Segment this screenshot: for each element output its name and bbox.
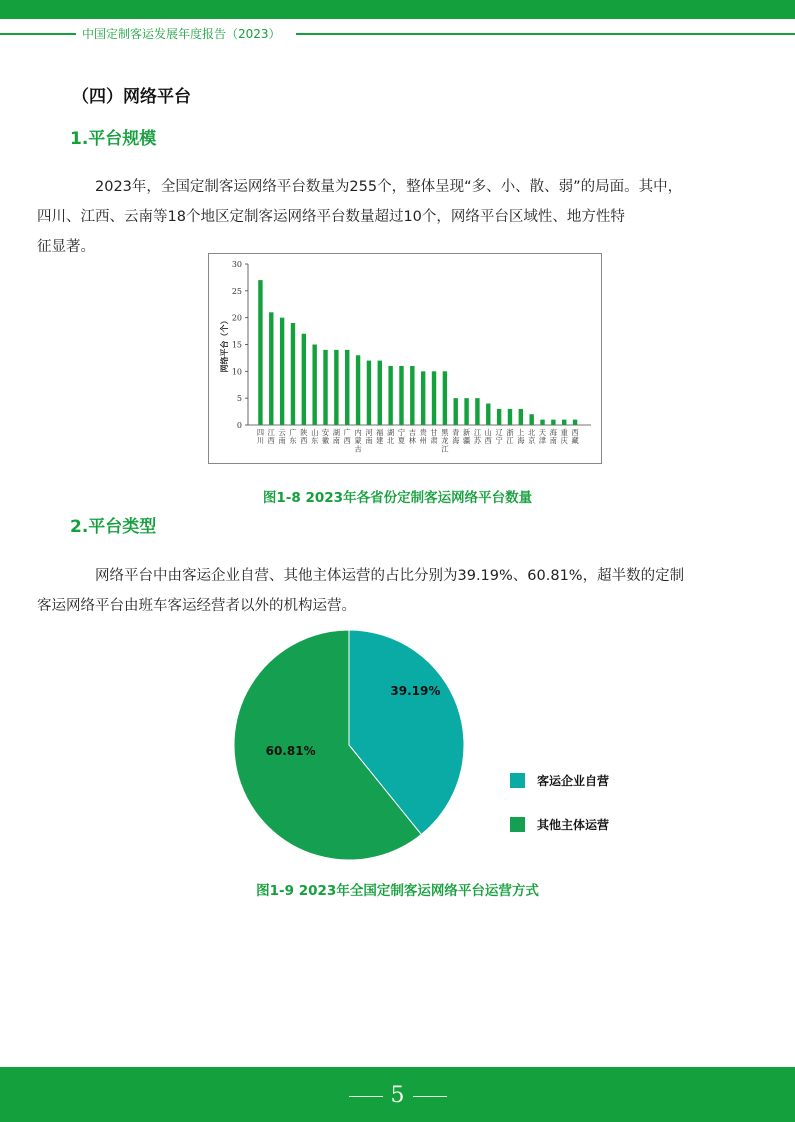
x-tick-label: 辽宁	[495, 428, 503, 446]
legend-swatch-green	[510, 817, 525, 832]
x-tick-label: 青海	[452, 428, 460, 446]
subsection-heading-scale: 1.平台规模	[70, 129, 157, 149]
x-tick-label: 贵州	[419, 428, 427, 446]
bar-云南	[280, 318, 284, 425]
bar-安徽	[323, 350, 327, 425]
x-tick-label: 湖北	[387, 428, 395, 446]
x-tick-label: 黑龙江	[441, 428, 449, 454]
page-number: 5	[390, 1083, 405, 1108]
header-rule-left	[0, 33, 76, 35]
para-line: 客运网络平台由班车客运经营者以外的机构运营。	[37, 598, 356, 614]
para-line: 征显著。	[37, 239, 95, 255]
bar-宁夏	[399, 366, 403, 425]
x-tick-label: 宁夏	[397, 428, 406, 446]
x-tick-label: 陕西	[300, 428, 308, 446]
x-tick-label: 海南	[549, 428, 557, 446]
pie-chart	[232, 628, 466, 862]
subsection-heading-type: 2.平台类型	[70, 517, 157, 537]
pie-slice-label: 60.81%	[265, 743, 316, 758]
bar-陕西	[302, 334, 306, 425]
x-tick-label: 浙江	[506, 428, 514, 446]
x-tick-label: 上海	[517, 428, 525, 446]
x-tick-label: 北京	[528, 428, 536, 446]
top-green-bar	[0, 0, 795, 19]
x-tick-label: 吉林	[408, 428, 416, 446]
x-tick-label: 甘肃	[430, 428, 438, 446]
y-tick-label: 10	[231, 367, 242, 377]
bar-chart-frame	[208, 253, 602, 464]
x-tick-label: 新疆	[462, 428, 471, 446]
para-line: 网络平台中由客运企业自营、其他主体运营的占比分别为39.19%、60.81%，超半数的定制	[95, 568, 685, 584]
bar-福建	[378, 361, 382, 425]
x-tick-label: 内蒙古	[354, 428, 362, 454]
legend-item-other-operators	[510, 816, 609, 833]
y-tick-label: 25	[231, 286, 242, 296]
figure-caption-1-8: 图1-8 2023年各省份定制客运网络平台数量	[262, 490, 533, 506]
x-tick-label: 天津	[538, 428, 547, 446]
bar-江西	[269, 312, 273, 425]
bar-贵州	[421, 371, 425, 425]
legend-item-self-operated	[510, 772, 609, 789]
legend-label: 客运企业自营	[537, 774, 610, 788]
paragraph-platform-scale	[37, 172, 736, 262]
bar-内蒙古	[356, 355, 360, 425]
y-tick-label: 20	[231, 313, 242, 323]
x-tick-label: 广东	[289, 428, 297, 446]
bar-广西	[345, 350, 349, 425]
bar-山东	[312, 345, 316, 426]
bar-湖南	[334, 350, 338, 425]
page-number-block	[0, 1083, 795, 1109]
x-tick-label: 重庆	[560, 428, 568, 446]
bar-山西	[486, 404, 490, 425]
bar-重庆	[562, 420, 566, 425]
bar-北京	[529, 414, 533, 425]
section-heading: （四）网络平台	[72, 87, 191, 107]
paragraph-platform-type	[37, 561, 736, 621]
bar-河南	[367, 361, 371, 425]
pie-slice-label: 39.19%	[390, 684, 441, 699]
x-tick-label: 山西	[484, 428, 492, 446]
bar-新疆	[464, 398, 468, 425]
bar-青海	[454, 398, 458, 425]
para-line: 2023年，全国定制客运网络平台数量为255个，整体呈现“多、小、散、弱”的局面。其中，	[95, 179, 683, 195]
x-tick-label: 福建	[376, 428, 384, 446]
x-tick-label: 湖南	[332, 428, 340, 446]
pie-chart-wrap	[232, 628, 466, 866]
y-tick-label: 0	[236, 421, 242, 430]
bar-天津	[540, 420, 544, 425]
page-number-rule-left	[349, 1096, 383, 1097]
y-tick-label: 15	[231, 340, 242, 350]
page-number-rule-right	[413, 1096, 447, 1097]
bar-海南	[551, 420, 555, 425]
x-tick-label: 四川	[256, 428, 265, 446]
y-tick-label: 30	[231, 260, 242, 269]
legend-swatch-teal	[510, 773, 525, 788]
bar-吉林	[410, 366, 414, 425]
bar-四川	[258, 280, 262, 425]
x-tick-label: 安徽	[321, 428, 330, 446]
bar-广东	[291, 323, 295, 425]
x-tick-label: 江西	[267, 428, 275, 446]
bar-西藏	[573, 420, 577, 425]
x-tick-label: 广西	[343, 428, 351, 446]
y-tick-label: 5	[236, 394, 242, 404]
x-tick-label: 云南	[278, 428, 286, 446]
bar-湖北	[388, 366, 392, 425]
bar-浙江	[508, 409, 512, 425]
y-axis-label: 网络平台（个）	[220, 316, 229, 373]
x-tick-label: 山东	[311, 428, 319, 446]
para-line: 四川、江西、云南等18个地区定制客运网络平台数量超过10个，网络平台区域性、地方性特	[37, 209, 625, 225]
bar-上海	[519, 409, 523, 425]
legend-label: 其他主体运营	[537, 818, 610, 832]
x-tick-label: 江苏	[473, 428, 482, 446]
figure-caption-1-9: 图1-9 2023年全国定制客运网络平台运营方式	[256, 883, 539, 899]
bar-甘肃	[432, 371, 436, 425]
bar-辽宁	[497, 409, 501, 425]
x-tick-label: 河南	[365, 428, 373, 446]
x-tick-label: 西藏	[571, 428, 579, 446]
header-rule-right	[296, 33, 795, 35]
bar-黑龙江	[443, 371, 447, 425]
bar-chart	[209, 254, 603, 465]
running-header: 中国定制客运发展年度报告（2023）	[82, 27, 281, 41]
bar-江苏	[475, 398, 479, 425]
